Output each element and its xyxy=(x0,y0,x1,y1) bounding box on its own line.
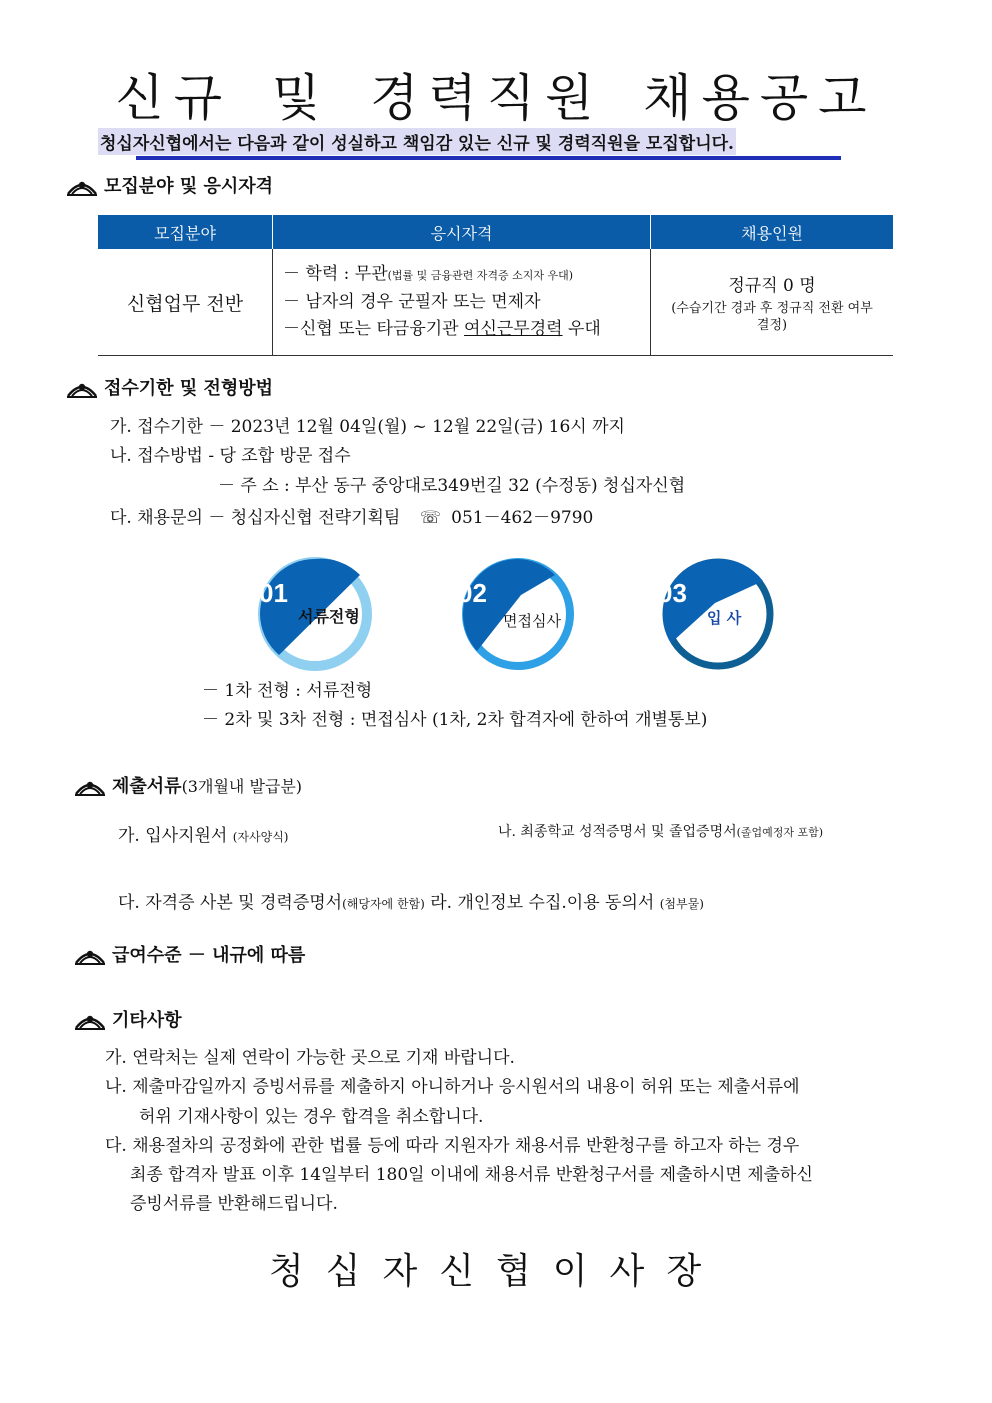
closing-signature: 청십자신협이사장 xyxy=(268,1251,724,1292)
step-3-label: 입 사 xyxy=(707,609,742,627)
emblem-icon xyxy=(72,941,108,967)
step-3-number: 03 xyxy=(658,578,687,608)
page-title: 신규 및 경력직원 채용공고 xyxy=(115,69,877,127)
other-line-3: 허위 기재사항이 있는 경우 합격을 취소합니다. xyxy=(139,1107,484,1127)
doc-item-ga xyxy=(118,821,288,846)
section-heading-other xyxy=(72,1006,182,1032)
qualification-experience: －신협 또는 타금융기관 xyxy=(283,319,465,339)
section-title: 모집분야 및 응시자격 xyxy=(104,176,274,197)
section-heading-application xyxy=(64,374,273,400)
table-row xyxy=(98,249,893,356)
other-line-2: 나. 제출마감일까지 증빙서류를 제출하지 아니하거나 응시원서의 내용이 허위 또는 제출서류에 xyxy=(105,1077,800,1097)
other-line-4: 다. 채용절차의 공정화에 관한 법률 등에 따라 지원자가 채용서류 반환청구를 하고자 하는 경우 xyxy=(105,1136,800,1156)
inquiry-line xyxy=(110,503,593,528)
qualification-experience-underlined: 여신근무경력 xyxy=(464,319,563,339)
other-line-6: 증빙서류를 반환해드립니다. xyxy=(130,1194,338,1214)
section-title: 접수기한 및 전형방법 xyxy=(104,378,274,399)
method-line: 나. 접수방법 - 당 조합 방문 접수 xyxy=(110,446,351,466)
doc-item-ga-note: (자사양식) xyxy=(232,830,289,844)
page-subtitle: 청십자신협에서는 다음과 같이 성실하고 책임감 있는 신규 및 경력직원을 모집합니다. xyxy=(98,128,736,155)
section-title: 급여수준 － 내규에 따름 xyxy=(112,945,306,966)
headcount-note: (수습기간 경과 후 정규직 전환 여부결정) xyxy=(671,300,873,333)
section-heading-recruit xyxy=(64,172,273,198)
table-header-field: 모집분야 xyxy=(98,215,273,249)
qualification-cell xyxy=(273,249,651,356)
headcount-value: 정규직 0 명 xyxy=(728,275,816,296)
subtitle-underline xyxy=(136,156,841,160)
step-2-label: 면접심사 xyxy=(503,612,561,630)
table-header-qualification: 응시자격 xyxy=(273,215,651,249)
step-note-2: － 2차 및 3차 전형 : 면접심사 (1차, 2차 합격자에 한하여 개별통보) xyxy=(202,710,708,730)
field-cell: 신협업무 전반 xyxy=(98,249,273,356)
process-steps xyxy=(225,555,815,675)
address-line: － 주 소 : 부산 동구 중앙대로349번길 32 (수정동) 청십자신협 xyxy=(218,476,686,496)
table-header-headcount: 채용인원 xyxy=(651,215,894,249)
doc-item-na xyxy=(498,821,823,841)
section-heading-documents xyxy=(72,772,302,798)
qualification-military: － 남자의 경우 군필자 또는 면제자 xyxy=(283,292,541,312)
qualification-education-note: (법률 및 금융관련 자격증 소지자 우대) xyxy=(387,269,574,282)
qualification-experience-suffix: 우대 xyxy=(562,319,601,339)
qualification-education: － 학력 : 무관 xyxy=(283,264,388,284)
emblem-icon xyxy=(64,172,100,198)
step-2-number: 02 xyxy=(458,578,487,608)
doc-item-da-note: (해당자에 한함) xyxy=(342,897,425,911)
emblem-icon xyxy=(64,374,100,400)
phone-number: 051－462－9790 xyxy=(451,508,594,528)
doc-item-na-text: 나. 최종학교 성적증명서 및 졸업증명서 xyxy=(498,824,737,840)
recruit-table xyxy=(98,215,893,356)
section-title-extra: (3개월내 발급분) xyxy=(181,776,303,796)
doc-item-da-text: 다. 자격증 사본 및 경력증명서 xyxy=(118,893,343,913)
step-1-label: 서류전형 xyxy=(298,607,360,626)
step-2 xyxy=(458,559,570,666)
other-line-1: 가. 연락처는 실제 연락이 가능한 곳으로 기재 바랍니다. xyxy=(105,1048,515,1068)
doc-item-ra-note: (첨부물) xyxy=(659,897,704,911)
deadline-line: 가. 접수기한 － 2023년 12월 04일(월) ~ 12월 22일(금) 16시 까지 xyxy=(110,417,625,437)
doc-item-ra-text: 라. 개인정보 수집.이용 동의서 xyxy=(424,893,655,913)
section-title: 기타사항 xyxy=(112,1010,182,1031)
emblem-icon xyxy=(72,772,108,798)
inquiry-text: 다. 채용문의 － 청십자신협 전략기획팀 xyxy=(110,508,401,528)
step-1-number: 01 xyxy=(259,578,288,608)
step-1 xyxy=(259,559,367,666)
headcount-cell xyxy=(651,249,894,356)
doc-item-na-note: (졸업예정자 포함) xyxy=(736,826,824,839)
doc-item-ga-text: 가. 입사지원서 xyxy=(118,826,228,846)
phone-icon: ☏ xyxy=(419,508,442,528)
emblem-icon xyxy=(72,1006,108,1032)
step-note-1: － 1차 전형 : 서류전형 xyxy=(202,681,373,701)
step-3 xyxy=(658,559,770,666)
section-heading-salary xyxy=(72,941,305,967)
section-title: 제출서류 xyxy=(112,776,182,797)
other-line-5: 최종 합격자 발표 이후 14일부터 180일 이내에 채용서류 반환청구서를 제출하시면 제출하신 xyxy=(130,1165,813,1185)
doc-item-da-ra xyxy=(118,888,704,913)
